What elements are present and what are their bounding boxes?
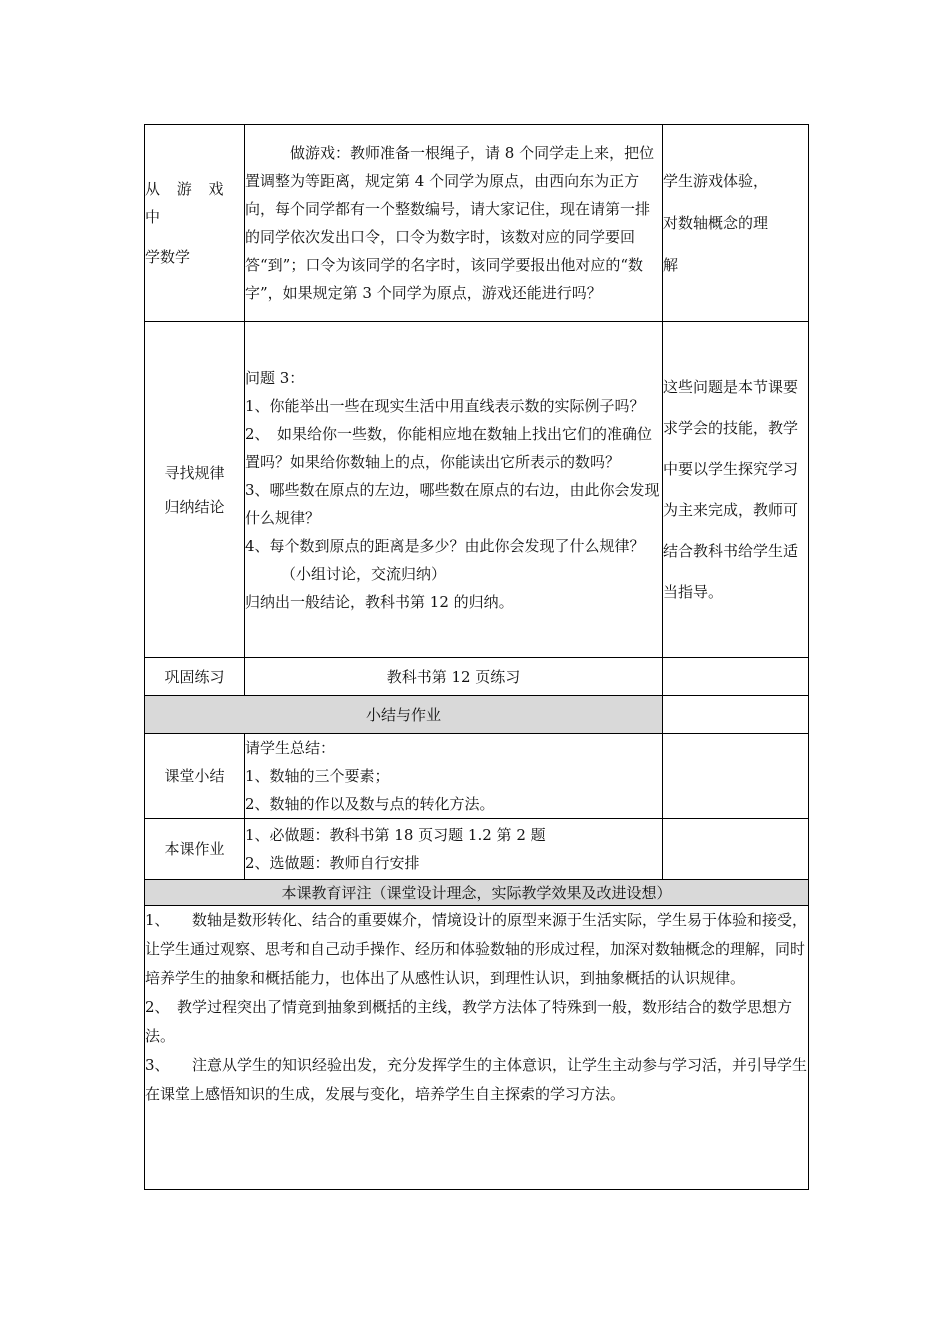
rule-discussion: （小组讨论，交流归纳） xyxy=(281,564,447,583)
practice-empty-cell xyxy=(663,658,809,696)
rule-label-cell xyxy=(145,322,245,658)
class-summary-row xyxy=(145,734,809,819)
class-summary-line1: 请学生总结： xyxy=(245,739,336,757)
practice-row xyxy=(145,658,809,696)
summary-header-row xyxy=(145,696,809,734)
game-note-line3: 解 xyxy=(663,256,679,274)
rule-question-2: 2、 如果给你一些数，你能相应地在数轴上找出它们的准确位置吗？如果给你数轴上的点，你能读出它所表示的数吗？ xyxy=(245,424,653,471)
game-content-cell xyxy=(245,125,663,322)
game-label-line1: 从 游 戏 中 xyxy=(145,180,230,226)
homework-line1: 1、必做题：教科书第 18 页习题 1.2 第 2 题 xyxy=(245,826,546,844)
class-summary-empty-cell xyxy=(663,734,809,819)
game-note-line2: 对数轴概念的理 xyxy=(663,214,769,232)
homework-line2: 2、选做题：教师自行安排 xyxy=(245,854,420,872)
summary-header: 小结与作业 xyxy=(145,696,663,734)
rule-label-line2: 归纳结论 xyxy=(164,497,225,516)
evaluation-header-row xyxy=(145,880,809,906)
evaluation-body-cell xyxy=(145,906,809,1190)
homework-label: 本课作业 xyxy=(145,819,245,880)
class-summary-line3: 2、数轴的作以及数与点的转化方法。 xyxy=(245,795,495,813)
evaluation-body-row xyxy=(145,906,809,1190)
evaluation-paragraph-3: 3、 注意从学生的知识经验出发，充分发挥学生的主体意识，让学生主动参与学习活，并引导学生在课堂上感悟知识的生成，发展与变化，培养学生自主探索的学习方法。 xyxy=(145,1056,808,1103)
practice-label: 巩固练习 xyxy=(145,658,245,696)
lesson-plan-table xyxy=(144,124,809,1190)
rule-question-4: 4、每个数到原点的距离是多少？由此你会发现了什么规律？ xyxy=(245,536,645,555)
rule-conclusion: 归纳出一般结论，教科书第 12 的归纳。 xyxy=(245,592,514,611)
class-summary-content-cell xyxy=(245,734,663,819)
game-note-cell xyxy=(663,125,809,322)
rule-label-line1: 寻找规律 xyxy=(164,463,225,482)
class-summary-line2: 1、数轴的三个要素； xyxy=(245,767,390,785)
evaluation-header: 本课教育评注（课堂设计理念，实际教学效果及改进设想） xyxy=(145,880,809,906)
rule-content-cell xyxy=(245,322,663,658)
rule-question-title: 问题 3： xyxy=(245,368,305,387)
homework-row xyxy=(145,819,809,880)
rule-note-cell xyxy=(663,322,809,658)
game-note-line1: 学生游戏体验， xyxy=(663,172,769,190)
practice-content: 教科书第 12 页练习 xyxy=(245,658,663,696)
class-summary-label: 课堂小结 xyxy=(145,734,245,819)
game-content-text: 做游戏：教师准备一根绳子，请 8 个同学走上来，把位置调整为等距离，规定第 4 个同学为原点，由西向东为正方向，每个同学都有一个整数编号，请大家记住，现在请第一排的同学依次发出口令，口令为数字时，该数对应的同学要回答“到”；口令为该同学的名字时，该同学要报出他对应的“数字”，如果规定第 3 个同学为原点，游戏还能进行吗？ xyxy=(245,144,655,302)
evaluation-paragraph-1: 1、 数轴是数形转化、结合的重要媒介，情境设计的原型来源于生活实际，学生易于体验和接受，让学生通过观察、思考和自己动手操作、经历和体验数轴的形成过程，加深对数轴概念的理解，同时培养学生的抽象和概括能力，也体出了从感性认识，到理性认识，到抽象概括的认识规律。 xyxy=(145,911,808,987)
rule-row xyxy=(145,322,809,658)
rule-question-1: 1、你能举出一些在现实生活中用直线表示数的实际例子吗？ xyxy=(245,396,645,415)
evaluation-paragraph-2: 2、 教学过程突出了情竟到抽象到概括的主线，教学方法体了特殊到一般，数形结合的数学思想方法。 xyxy=(145,998,793,1045)
rule-question-3: 3、哪些数在原点的左边，哪些数在原点的右边，由此你会发现什么规律？ xyxy=(245,480,660,527)
homework-content-cell xyxy=(245,819,663,880)
summary-header-empty-cell xyxy=(663,696,809,734)
game-row xyxy=(145,125,809,322)
game-label-line2: 学数学 xyxy=(145,248,191,266)
homework-empty-cell xyxy=(663,819,809,880)
rule-note-text: 这些问题是本节课要求学会的技能，教学中要以学生探究学习为主来完成，教师可结合教科书给学生适当指导。 xyxy=(663,377,799,601)
game-label-cell xyxy=(145,125,245,322)
